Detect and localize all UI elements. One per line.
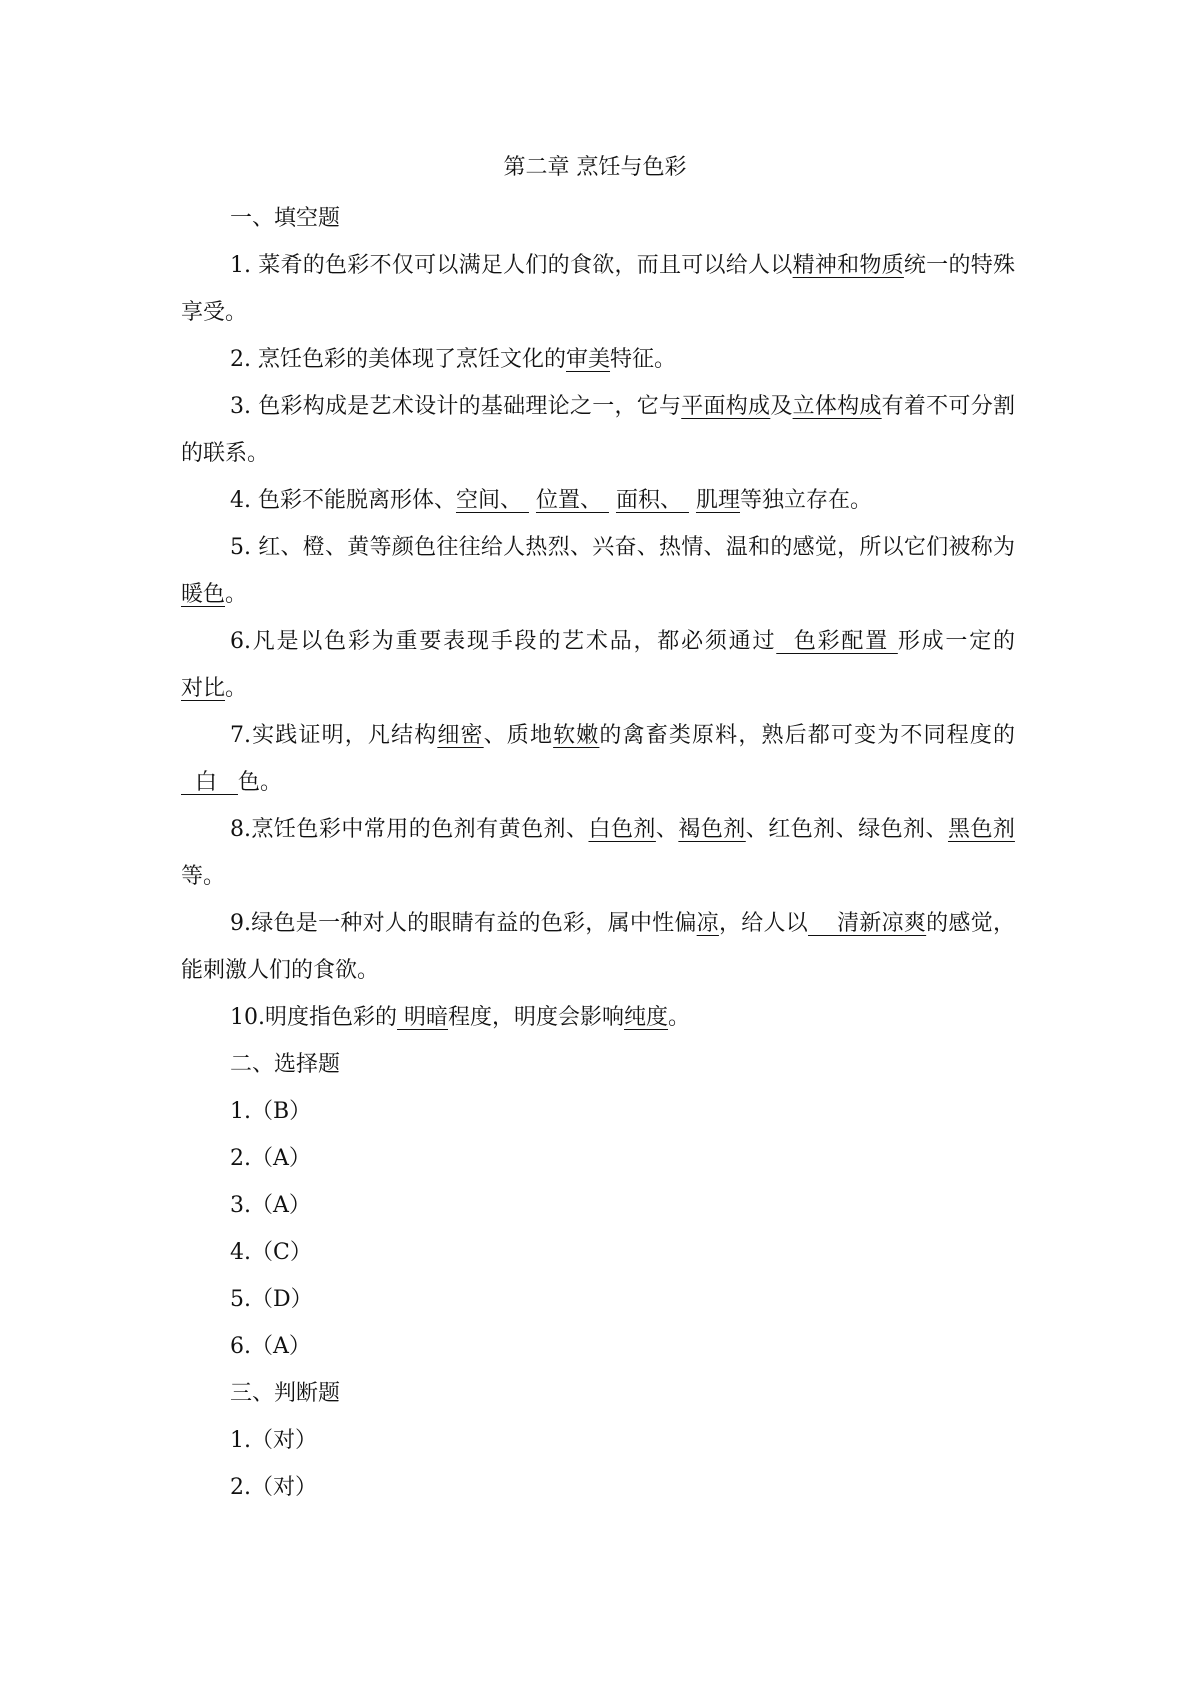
question-6: [181, 618, 1015, 712]
question-text: 9.绿色是一种对人的眼睛有益的色彩，属中性偏: [230, 911, 697, 936]
answer-blank: 空间、: [455, 488, 529, 513]
answer-blank: 白色剂: [588, 817, 656, 842]
question-9: [181, 900, 1015, 994]
section-heading-multiple-choice: 二、选择题: [230, 1052, 341, 1077]
question-text: 。: [225, 676, 248, 701]
answer-blank: 褐色剂: [678, 817, 746, 842]
question-7: [181, 712, 1015, 806]
question-3: [181, 383, 1015, 477]
question-text: 4. 色彩不能脱离形体、: [230, 488, 456, 513]
question-text: 5. 红、橙、黄等颜色往往给人热烈、兴奋、热情、温和的感觉，所以它们被称为: [230, 535, 1015, 560]
answer-blank: 细密: [437, 723, 484, 748]
question-text: 10.明度指色彩的: [230, 1005, 397, 1030]
answer-blank: 软嫩: [553, 723, 600, 748]
choice-answer: 2.（A）: [230, 1146, 311, 1171]
answer-blank: 明暗: [397, 1005, 448, 1030]
question-text: 及: [770, 394, 793, 419]
question-text: 等。: [181, 864, 226, 889]
answer-blank: 位置、: [535, 488, 609, 513]
answer-blank: 黑色剂: [947, 817, 1015, 842]
question-text: 2. 烹饪色彩的美体现了烹饪文化的: [230, 347, 566, 372]
answer-blank: 审美: [566, 347, 611, 372]
question-text: 、红色剂、绿色剂、: [745, 817, 948, 842]
question-text: 形成一定的: [897, 629, 1015, 654]
judgment-answer: 2.（对）: [230, 1475, 317, 1500]
answer-blank: 白: [181, 770, 238, 795]
question-text: 等独立存在。: [740, 488, 873, 513]
question-text: 统一的特殊享受。: [181, 253, 1015, 325]
question-text: 。: [668, 1005, 691, 1030]
answer-blank: 平面构成: [681, 394, 771, 419]
question-10: [181, 994, 1015, 1041]
choice-answer: 1.（B）: [230, 1099, 312, 1124]
question-text: 的感觉，能刺激人们的食欲。: [181, 911, 1015, 983]
answer-blank: 清新凉爽: [808, 911, 927, 936]
judgment-answer: 1.（对）: [230, 1428, 317, 1453]
answer-blank: 对比: [181, 676, 226, 701]
question-1: [181, 242, 1015, 336]
answer-blank: 精神和物质: [792, 253, 904, 278]
answer-blank: 立体构成: [792, 394, 882, 419]
question-2: [181, 336, 1015, 383]
question-5: [181, 524, 1015, 618]
question-text: ，给人以: [718, 911, 809, 936]
choice-answer: 4.（C）: [230, 1240, 312, 1265]
answer-blank: 面积、: [615, 488, 689, 513]
question-text: 、质地: [483, 723, 554, 748]
answer-blank: 凉: [696, 911, 719, 936]
question-text: 6.凡是以色彩为重要表现手段的艺术品，都必须通过: [230, 629, 777, 654]
section-heading-fill-blank: 一、填空题: [230, 206, 341, 231]
answer-blank: 肌理: [695, 488, 740, 513]
question-8: [181, 806, 1015, 900]
question-text: 的禽畜类原料，熟后都可变为不同程度的: [599, 723, 1015, 748]
chapter-title: 第二章 烹饪与色彩: [503, 155, 687, 180]
question-text: 8.烹饪色彩中常用的色剂有黄色剂、: [230, 817, 589, 842]
question-text: 特征。: [610, 347, 677, 372]
question-text: 有着不可分割的联系。: [181, 394, 1015, 466]
answer-blank: 色彩配置: [776, 629, 898, 654]
document-content: [181, 148, 1015, 1511]
question-text: 。: [225, 582, 248, 607]
section-heading-true-false: 三、判断题: [230, 1381, 341, 1406]
choice-answer: 6.（A）: [230, 1334, 311, 1359]
question-4: [181, 477, 1015, 524]
question-text: 7.实践证明，凡结构: [230, 723, 438, 748]
question-text: 3. 色彩构成是艺术设计的基础理论之一，它与: [230, 394, 682, 419]
answer-blank: 暖色: [181, 582, 226, 607]
question-text: 1. 菜肴的色彩不仅可以满足人们的食欲，而且可以给人以: [230, 253, 793, 278]
question-text: 色。: [237, 770, 282, 795]
answer-blank: 纯度: [624, 1005, 669, 1030]
choice-answer: 3.（A）: [230, 1193, 311, 1218]
question-text: 、: [655, 817, 679, 842]
question-text: 程度，明度会影响: [448, 1005, 625, 1030]
choice-answer: 5.（D）: [230, 1287, 313, 1312]
